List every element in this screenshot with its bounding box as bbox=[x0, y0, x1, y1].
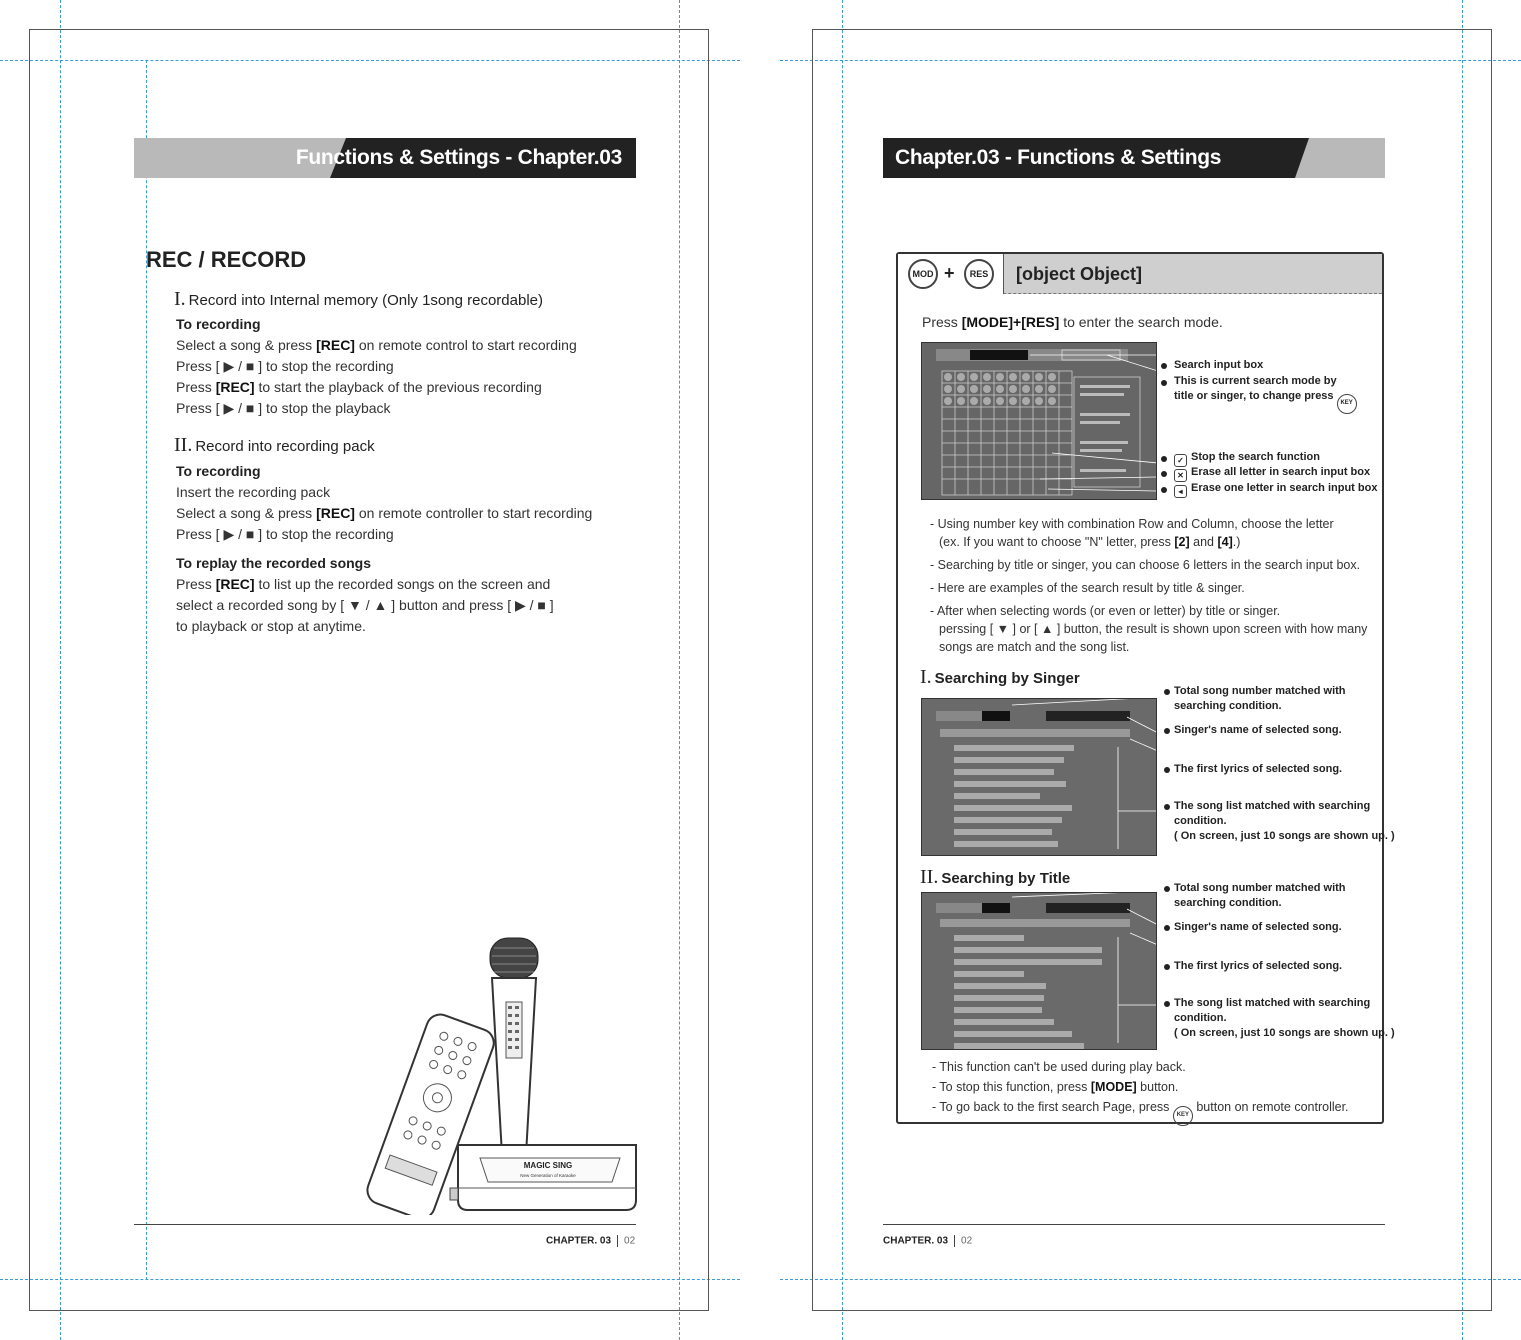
part2-heading-text: Record into recording pack bbox=[195, 438, 375, 455]
key-icon: KEY bbox=[1337, 394, 1357, 414]
part2-line: Press [ ▶ / ■ ] to stop the recording bbox=[176, 526, 394, 542]
singer-result-screenshot bbox=[921, 698, 1157, 856]
singer-heading: I. Searching by Singer bbox=[920, 666, 1080, 688]
singer-callout-list: The song list matched with searching condition. ( On screen, just 10 songs are shown up. ) bbox=[1174, 800, 1395, 842]
res-key-icon: RES bbox=[964, 259, 994, 289]
part1-line: Press [ ▶ / ■ ] to stop the recording bbox=[176, 358, 394, 374]
part1-heading bbox=[174, 288, 543, 311]
callout-dot bbox=[1164, 964, 1170, 970]
part1-heading-text: Record into Internal memory (Only 1song recordable) bbox=[188, 292, 543, 309]
part2-heading bbox=[174, 434, 375, 457]
part2-sub: To recording bbox=[176, 463, 261, 479]
device-tagline: New Generation of Karaoke bbox=[520, 1173, 576, 1178]
part1-line: Select a song & press [REC] on remote control to start recording bbox=[176, 337, 577, 353]
footer-page: 02 bbox=[624, 1235, 636, 1247]
callout-erase-all: ✕ Erase all letter in search input box bbox=[1174, 465, 1370, 482]
footer-chapter: CHAPTER. 03 bbox=[546, 1235, 612, 1247]
search-intro: Press [MODE]+[RES] to enter the search mode. bbox=[922, 314, 1223, 330]
part1-sub: To recording bbox=[176, 316, 261, 332]
part2-line2: Press [REC] to list up the recorded songs on the screen and bbox=[176, 576, 551, 592]
singer-drawing bbox=[922, 699, 1157, 856]
callout-dot bbox=[1164, 804, 1170, 810]
callout-stop-search: ✓ Stop the search function bbox=[1174, 450, 1320, 467]
singer-callout-lyrics: The first lyrics of selected song. bbox=[1174, 763, 1343, 775]
left-footer bbox=[546, 1235, 635, 1247]
title-callout-total: Total song number matched with searching condition. bbox=[1174, 882, 1346, 909]
right-footer bbox=[883, 1235, 972, 1247]
title-result-screenshot bbox=[921, 892, 1157, 1050]
part2-line2: to playback or stop at anytime. bbox=[176, 618, 366, 634]
key-combo bbox=[898, 254, 1004, 294]
callout-dot bbox=[1164, 728, 1170, 734]
note-stop-function: - To stop this function, press [MODE] button. bbox=[932, 1080, 1179, 1094]
part1-numeral: I. bbox=[174, 288, 186, 310]
part2-numeral: II. bbox=[174, 434, 193, 456]
bullet-after-selecting: - After when selecting words (or even or letter) by title or singer. perssing [ ▼ ] or [ ▲ ] button, the result is shown upon screen with how many songs are match and the song list. bbox=[930, 604, 1368, 654]
callout-dot bbox=[1161, 456, 1167, 462]
microphone bbox=[490, 938, 538, 1155]
search-function-header bbox=[898, 254, 1382, 294]
bullet-six-letters: - Searching by title or singer, you can choose 6 letters in the search input box. bbox=[930, 558, 1361, 572]
title-heading: II. Searching by Title bbox=[920, 866, 1071, 888]
part1-line: Press [ ▶ / ■ ] to stop the playback bbox=[176, 400, 391, 416]
part2-line2: select a recorded song by [ ▼ / ▲ ] button and press [ ▶ / ■ ] bbox=[176, 597, 554, 613]
search-function-box bbox=[896, 252, 1395, 1124]
callout-erase-one: ◂ Erase one letter in search input box bbox=[1174, 481, 1377, 498]
search-grid-screenshot bbox=[921, 342, 1157, 500]
right-footer-rule bbox=[883, 1224, 1385, 1225]
plus-sign: + bbox=[944, 263, 955, 283]
erase-one-icon: ◂ bbox=[1174, 485, 1187, 498]
callout-search-mode: This is current search mode by title or singer, to change press KEY bbox=[1174, 374, 1357, 414]
left-banner bbox=[134, 138, 636, 178]
note-no-playback: - This function can't be used during play back. bbox=[932, 1060, 1186, 1074]
banner-title: Chapter.03 - Functions & Settings bbox=[895, 146, 1222, 169]
bullet-number-key: - Using number key with combination Row and Column, choose the letter (ex. If you want to choose "N" letter, press [2] and [4].) bbox=[930, 517, 1334, 549]
footer-chapter: CHAPTER. 03 bbox=[883, 1235, 949, 1247]
title-callout-name: Singer's name of selected song. bbox=[1174, 921, 1342, 933]
callout-dot bbox=[1161, 487, 1167, 493]
callout-dot bbox=[1164, 689, 1170, 695]
search-function-title: [object Object] bbox=[1016, 264, 1143, 284]
footer-page: 02 bbox=[961, 1235, 973, 1247]
stop-icon: ✓ bbox=[1174, 454, 1187, 467]
callout-dot bbox=[1164, 925, 1170, 931]
part2-line: Insert the recording pack bbox=[176, 484, 331, 500]
docking-base bbox=[450, 1145, 636, 1210]
part2-sub2: To replay the recorded songs bbox=[176, 555, 372, 571]
part2-line: Select a song & press [REC] on remote controller to start recording bbox=[176, 505, 593, 521]
callout-search-input: Search input box bbox=[1174, 359, 1264, 371]
callout-dot bbox=[1164, 1001, 1170, 1007]
note-go-back: - To go back to the first search Page, press KEY button on remote controller. bbox=[932, 1098, 1349, 1126]
part1-line: Press [REC] to start the playback of the previous recording bbox=[176, 379, 542, 395]
banner-title: Functions & Settings - Chapter.03 bbox=[295, 146, 622, 169]
callout-dot bbox=[1161, 363, 1167, 369]
callout-dot bbox=[1161, 471, 1167, 477]
grid-drawing bbox=[922, 343, 1157, 500]
device-brand: MAGIC SING bbox=[523, 1161, 573, 1170]
singer-callout-name: Singer's name of selected song. bbox=[1174, 724, 1342, 736]
bullet-examples: - Here are examples of the search result by title & singer. bbox=[930, 581, 1245, 595]
title-callout-list: The song list matched with searching condition. ( On screen, just 10 songs are shown up. ) bbox=[1174, 997, 1395, 1039]
device-illustration bbox=[340, 930, 640, 1215]
key-icon: KEY bbox=[1173, 1106, 1193, 1126]
mod-key-icon: MOD bbox=[908, 259, 938, 289]
right-banner bbox=[883, 138, 1385, 178]
section-title: REC / RECORD bbox=[146, 247, 307, 272]
callout-dot bbox=[1164, 767, 1170, 773]
singer-callout-total: Total song number matched with searching condition. bbox=[1174, 685, 1346, 712]
title-drawing bbox=[922, 893, 1157, 1050]
left-footer-rule bbox=[134, 1224, 636, 1225]
callout-dot bbox=[1164, 886, 1170, 892]
callout-dot bbox=[1161, 380, 1167, 386]
title-callout-lyrics: The first lyrics of selected song. bbox=[1174, 960, 1343, 972]
erase-all-icon: ✕ bbox=[1174, 469, 1187, 482]
